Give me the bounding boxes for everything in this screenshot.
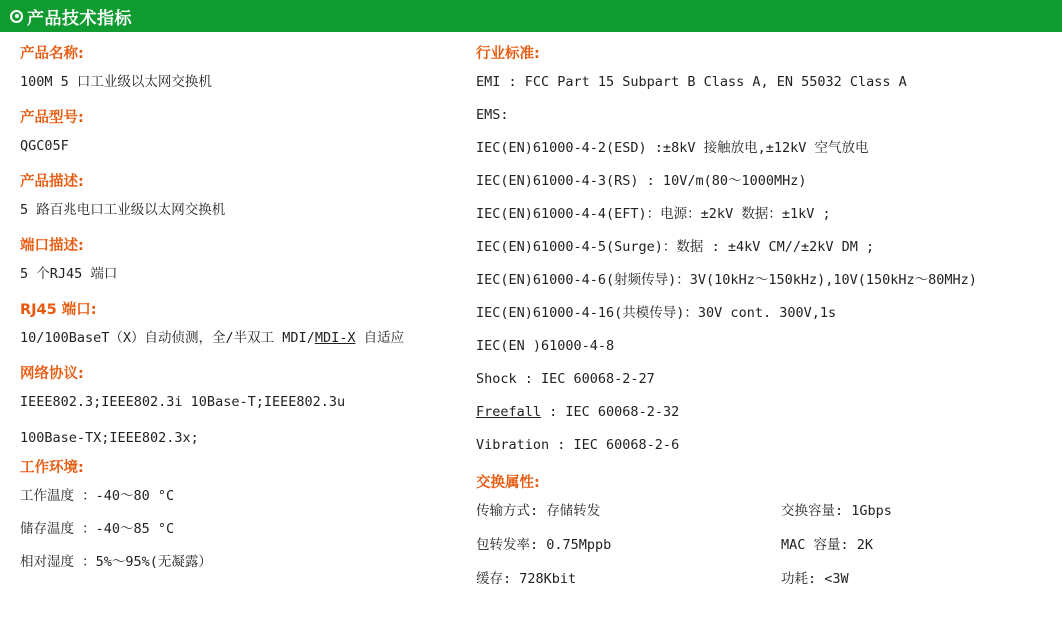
attr-mac-capacity: MAC 容量: 2K <box>781 537 874 553</box>
label-rj45-port: RJ45 端口: <box>20 302 97 318</box>
label-product-model: 产品型号: <box>20 110 84 126</box>
label-operating-environment: 工作环境: <box>20 460 84 476</box>
standard-line: IEC(EN )61000-4-8 <box>476 338 615 354</box>
value-operating-temperature: 工作温度 ：-40～80 °C <box>20 488 175 504</box>
standard-line: IEC(EN)61000-4-2(ESD) :±8kV 接触放电,±12kV 空气放电 <box>476 140 869 156</box>
standard-line: IEC(EN)61000-4-3(RS) : 10V/m(80～1000MHz) <box>476 173 807 189</box>
value-rj45-port <box>20 328 440 348</box>
label-network-protocol: 网络协议: <box>20 366 84 382</box>
value-network-protocol-1: IEEE802.3;IEEE802.3i 10Base-T;IEEE802.3u <box>20 394 346 410</box>
label-switch-attributes: 交换属性: <box>476 475 540 491</box>
attr-transfer-mode: 传输方式: 存储转发 <box>476 503 601 519</box>
attr-buffer: 缓存: 728Kbit <box>476 571 577 587</box>
standard-line: EMI : FCC Part 15 Subpart B Class A, EN 55032 Class A <box>476 74 907 90</box>
page-title: 产品技术指标 <box>27 8 132 29</box>
freefall-rest-text: : IEC 60068-2-32 <box>541 404 680 420</box>
label-port-description: 端口描述: <box>20 238 84 254</box>
value-network-protocol-2: 100Base-TX;IEEE802.3x; <box>20 430 199 446</box>
value-product-name: 100M 5 口工业级以太网交换机 <box>20 74 212 90</box>
attr-switching-capacity: 交换容量: 1Gbps <box>781 503 892 519</box>
label-industry-standards: 行业标准: <box>476 46 540 62</box>
value-product-model: QGC05F <box>20 138 69 154</box>
standard-line: Shock : IEC 60068-2-27 <box>476 371 655 387</box>
bullseye-icon <box>10 10 23 23</box>
standard-line: EMS: <box>476 107 509 123</box>
label-product-name: 产品名称: <box>20 46 84 62</box>
content-columns <box>0 32 1062 603</box>
standard-line: IEC(EN)61000-4-5(Surge)：数据 : ±4kV CM//±2kV DM ; <box>476 239 875 255</box>
rj45-text-underlined: MDI-X <box>314 330 356 346</box>
value-storage-temperature: 储存温度 ：-40～85 °C <box>20 521 175 537</box>
value-port-description: 5 个RJ45 端口 <box>20 266 118 282</box>
rj45-text-a: 10/100BaseT（X）自动侦测，全/半双工 MDI/ <box>20 330 315 346</box>
freefall-underlined-text: Freefall <box>476 404 542 420</box>
standard-line: IEC(EN)61000-4-4(EFT)：电源：±2kV 数据：±1kV ; <box>476 206 831 222</box>
value-product-description: 5 路百兆电口工业级以太网交换机 <box>20 202 226 218</box>
page-header <box>0 0 1062 32</box>
left-column <box>0 44 440 603</box>
right-column <box>440 44 1062 603</box>
attr-packet-forwarding-rate: 包转发率: 0.75Mppb <box>476 537 612 553</box>
value-relative-humidity: 相对湿度 ：5%～95%(无凝露） <box>20 554 212 570</box>
rj45-text-b: 自适应 <box>355 330 405 346</box>
switch-attributes-grid <box>476 501 1062 603</box>
standard-line-vibration: Vibration : IEC 60068-2-6 <box>476 437 680 453</box>
standard-line-freefall <box>476 402 1062 422</box>
label-product-description: 产品描述: <box>20 174 84 190</box>
standard-line: IEC(EN)61000-4-16(共模传导)：30V cont. 300V,1s <box>476 305 837 321</box>
attr-power-consumption: 功耗: <3W <box>781 571 849 587</box>
standard-line: IEC(EN)61000-4-6(射频传导)：3V(10kHz～150kHz),10V(150kHz～80MHz) <box>476 272 977 288</box>
